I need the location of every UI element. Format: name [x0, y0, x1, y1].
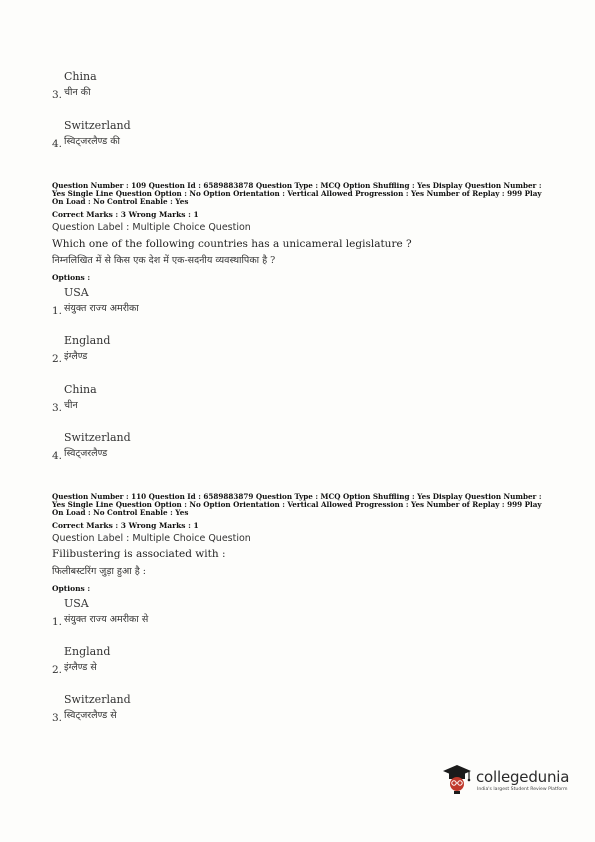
- question-109-options-heading: Options :: [52, 273, 91, 282]
- question-110-marks: Correct Marks : 3 Wrong Marks : 1: [52, 521, 199, 530]
- option-number: 1.: [52, 305, 63, 317]
- logo-wordmark: collegedunia: [476, 768, 570, 786]
- option-text-en: Switzerland: [64, 431, 131, 444]
- option-number: 1.: [52, 616, 63, 628]
- option-text-en: Switzerland: [64, 693, 131, 706]
- option-number: 4.: [52, 138, 63, 150]
- question-109-text-hi: निम्नलिखित में से किस एक देश में एक-सदनीय व्यवस्थापिका है ?: [52, 255, 276, 266]
- option-number: 2.: [52, 353, 63, 365]
- question-110-options-heading: Options :: [52, 584, 91, 593]
- option-text-hi: संयुक्त राज्य अमरीका से: [64, 614, 149, 625]
- option-text-en: USA: [64, 286, 89, 299]
- option-number: 3.: [52, 712, 63, 724]
- graduate-cap-icon: [440, 761, 474, 795]
- logo-tagline: India's largest Student Review Platform: [477, 787, 568, 792]
- option-text-en: England: [64, 645, 111, 658]
- question-110-text-hi: फिलीबस्टरिंग जुड़ा हुआ है :: [52, 566, 146, 577]
- question-109-marks: Correct Marks : 3 Wrong Marks : 1: [52, 210, 199, 219]
- question-110-text-en: Filibustering is associated with :: [52, 548, 226, 560]
- option-text-hi: स्विट्जरलैण्ड की: [64, 136, 120, 147]
- question-110-meta: Question Number : 110 Question Id : 6589883879 Question Type : MCQ Option Shuffling : Yes Display Question Number : Yes Single Line Question Option : No Option Orientation : Vertical Allowed Progression : Yes Number of Replay : 999 Play On Load : No Control Enable : Yes: [52, 492, 542, 518]
- option-text-hi: स्विट्जरलैण्ड से: [64, 710, 117, 721]
- option-number: 3.: [52, 89, 63, 101]
- option-text-en: USA: [64, 597, 89, 610]
- option-text-hi: संयुक्त राज्य अमरीका: [64, 303, 139, 314]
- option-text-en: Switzerland: [64, 119, 131, 132]
- collegedunia-logo: [440, 761, 580, 801]
- option-text-en: England: [64, 334, 111, 347]
- question-109-label: Question Label : Multiple Choice Question: [52, 222, 251, 233]
- option-number: 3.: [52, 402, 63, 414]
- option-text-en: China: [64, 70, 97, 83]
- option-text-hi: इंग्लैण्ड: [64, 351, 88, 362]
- option-text-hi: चीन की: [64, 87, 91, 98]
- option-number: 4.: [52, 450, 63, 462]
- question-109-text-en: Which one of the following countries has a unicameral legislature ?: [52, 238, 412, 250]
- option-number: 2.: [52, 664, 63, 676]
- option-text-hi: चीन: [64, 400, 78, 411]
- option-text-en: China: [64, 383, 97, 396]
- question-109-meta: Question Number : 109 Question Id : 6589883878 Question Type : MCQ Option Shuffling : Yes Display Question Number : Yes Single Line Question Option : No Option Orientation : Vertical Allowed Progression : Yes Number of Replay : 999 Play On Load : No Control Enable : Yes: [52, 181, 542, 207]
- question-110-label: Question Label : Multiple Choice Question: [52, 533, 251, 544]
- option-text-hi: स्विट्जरलैण्ड: [64, 448, 108, 459]
- option-text-hi: इंग्लैण्ड से: [64, 662, 97, 673]
